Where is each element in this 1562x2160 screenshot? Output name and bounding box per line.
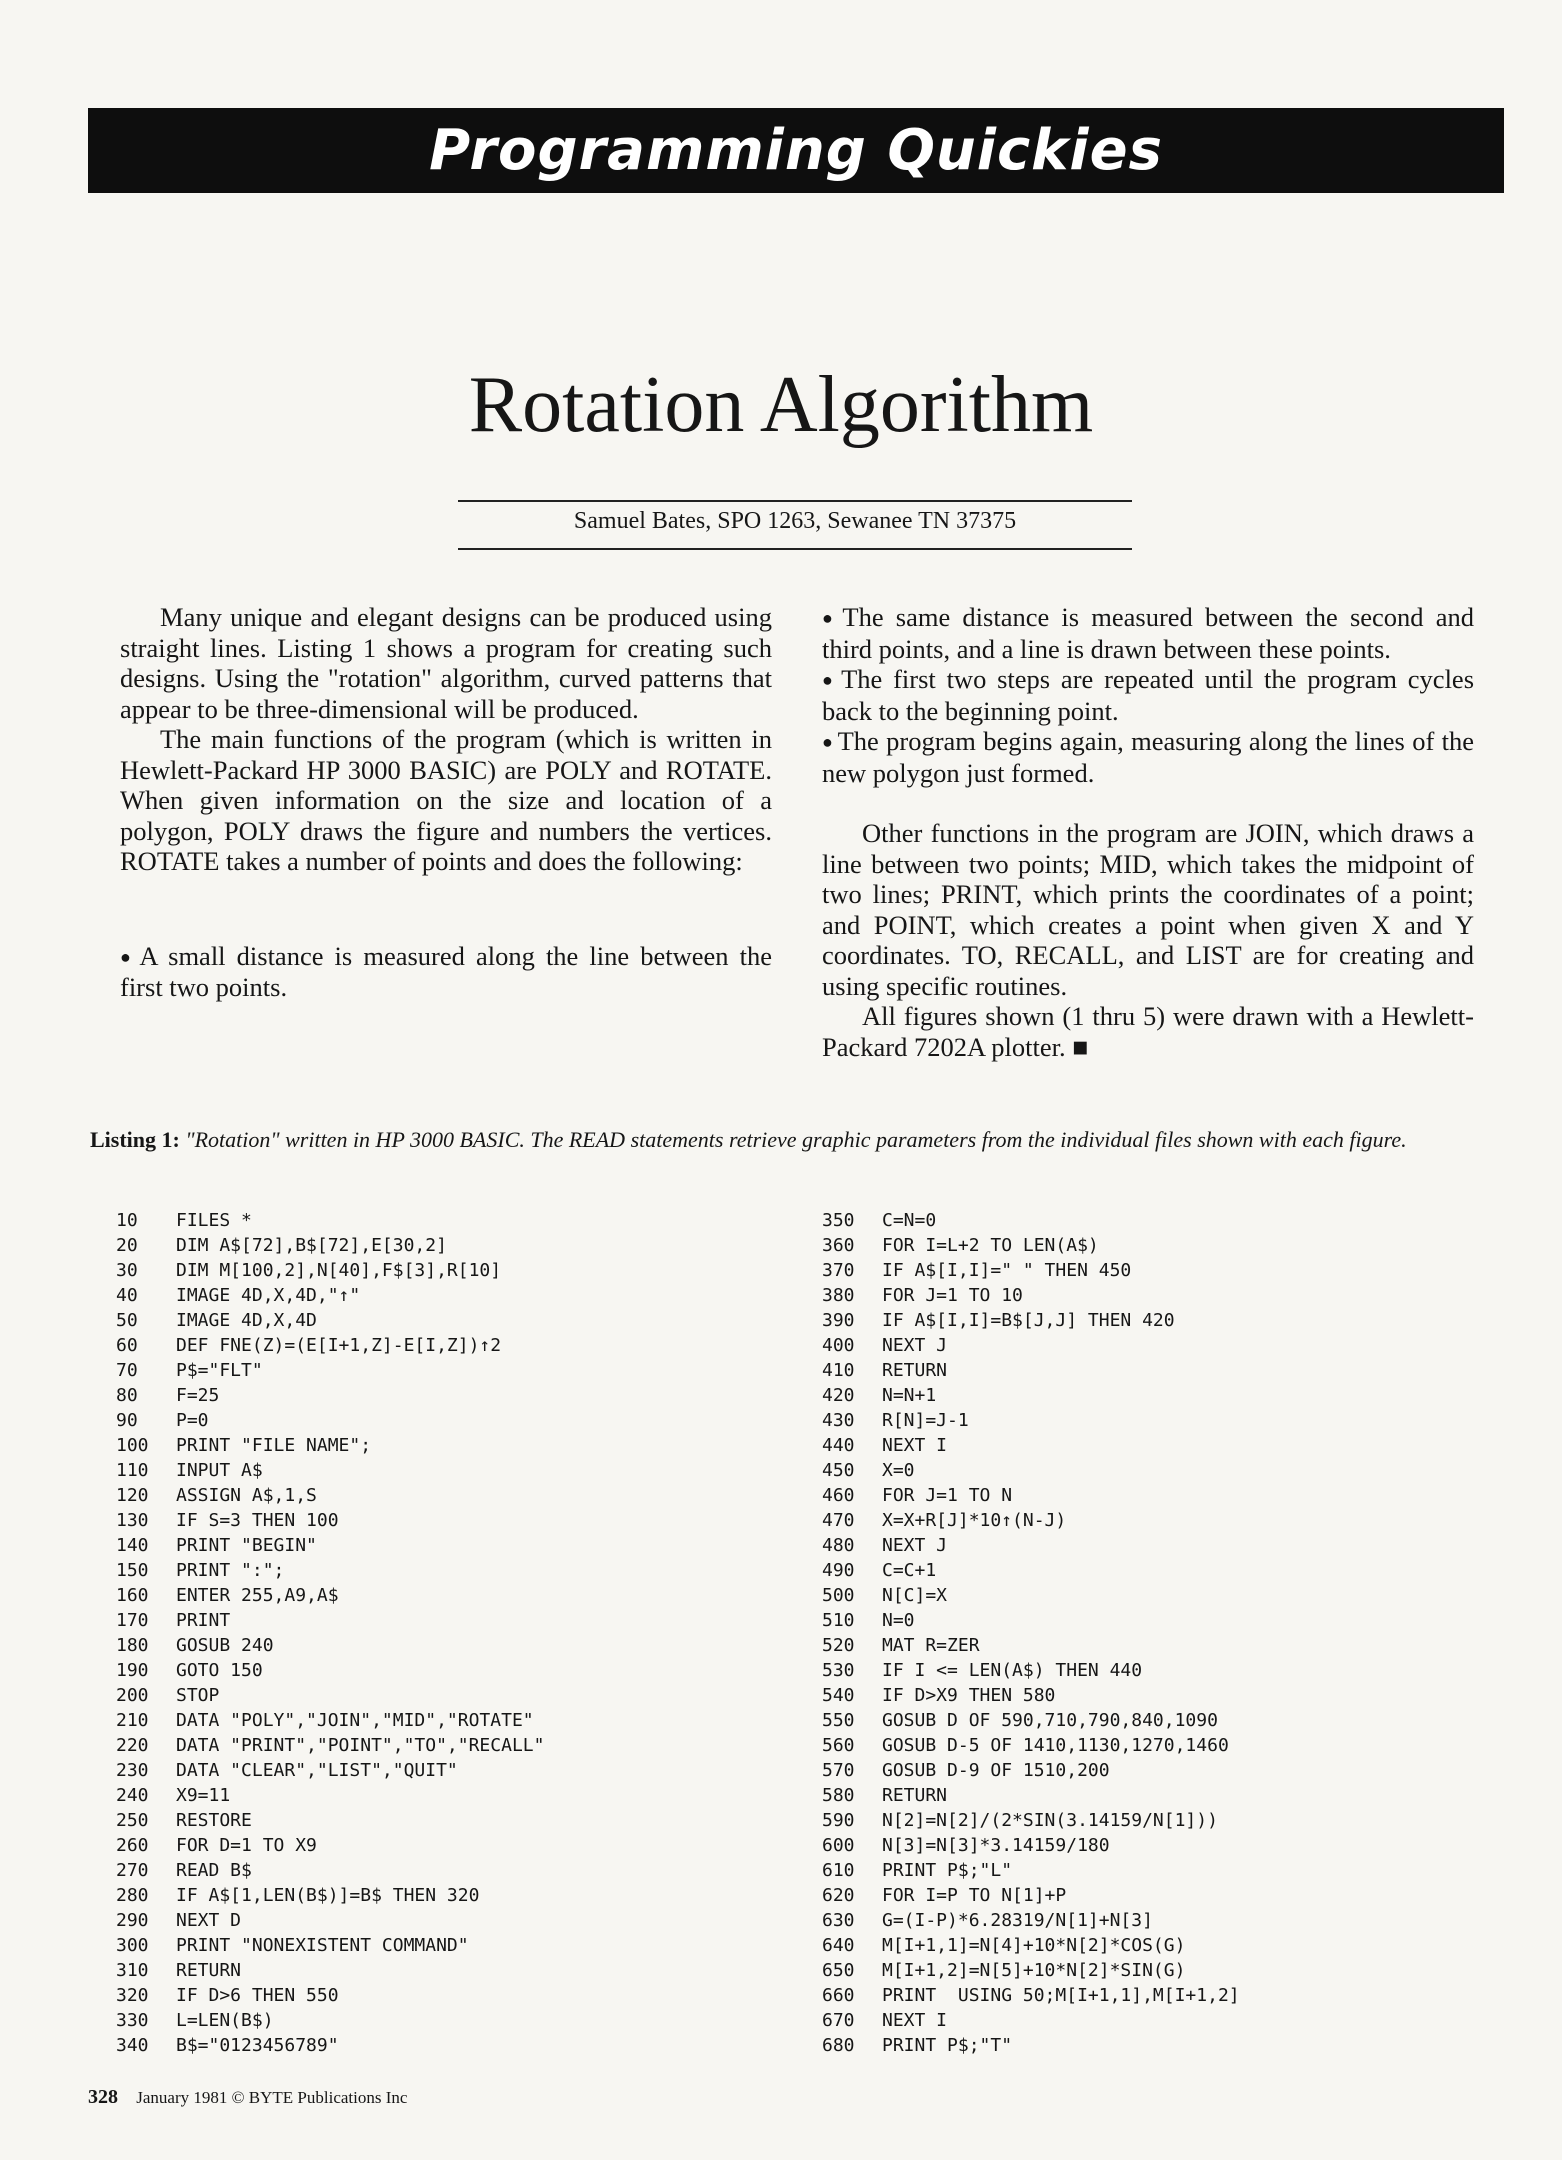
line-number: 340: [116, 2035, 149, 2056]
bullet-text: The first two steps are repeated until the program cycles back to the beginning point.: [822, 664, 1475, 726]
line-number: 570: [822, 1760, 855, 1781]
line-number: 550: [822, 1710, 855, 1731]
line-number: 30: [116, 1260, 138, 1281]
line-number: 320: [116, 1985, 149, 2006]
code-line: [116, 1983, 544, 2008]
code-line: [822, 1958, 1240, 1983]
paragraph-2: The main functions of the program (which is written in Hewlett-Packard HP 3000 BASIC) are POLY and ROTATE. When given information on the size and location of a polygon, POLY draws the figure and numbers the vertices. ROTATE takes a number of points and does the following:: [120, 724, 772, 876]
line-number: 620: [822, 1885, 855, 1906]
bullet-item-1: [120, 941, 772, 1003]
line-number: 500: [822, 1585, 855, 1606]
code-line: [822, 1708, 1240, 1733]
line-number: 450: [822, 1460, 855, 1481]
line-number: 230: [116, 1760, 149, 1781]
line-code: GOSUB D OF 590,710,790,840,1090: [882, 1710, 1218, 1731]
bullet-item-4: [822, 726, 1474, 788]
line-number: 170: [116, 1610, 149, 1631]
code-line: [116, 1608, 544, 1633]
line-code: IF A$[I,I]=B$[J,J] THEN 420: [882, 1310, 1175, 1331]
code-line: [822, 1833, 1240, 1858]
code-line: [116, 1683, 544, 1708]
line-number: 510: [822, 1610, 855, 1631]
line-number: 440: [822, 1435, 855, 1456]
code-line: [822, 1233, 1240, 1258]
line-code: PRINT USING 50;M[I+1,1],M[I+1,2]: [882, 1985, 1240, 2006]
line-number: 670: [822, 2010, 855, 2031]
code-line: [116, 1958, 544, 1983]
top-rule: [458, 500, 1132, 502]
line-number: 370: [822, 1260, 855, 1281]
line-number: 600: [822, 1835, 855, 1856]
code-line: [116, 1258, 544, 1283]
line-number: 390: [822, 1310, 855, 1331]
bullet-text: The same distance is measured between the second and third points, and a line is drawn between these points.: [822, 602, 1474, 664]
right-column: [822, 602, 1474, 1062]
line-number: 400: [822, 1335, 855, 1356]
code-line: [822, 1583, 1240, 1608]
line-number: 300: [116, 1935, 149, 1956]
code-line: [116, 1858, 544, 1883]
author-byline: Samuel Bates, SPO 1263, Sewanee TN 37375: [573, 508, 1017, 534]
code-line: [116, 1308, 544, 1333]
line-code: X9=11: [176, 1785, 231, 1806]
line-code: IF D>X9 THEN 580: [882, 1685, 1056, 1706]
code-line: [116, 1358, 544, 1383]
line-code: IF S=3 THEN 100: [176, 1510, 339, 1531]
line-code: RETURN: [882, 1360, 948, 1381]
code-line: [116, 1558, 544, 1583]
line-code: M[I+1,2]=N[5]+10*N[2]*SIN(G): [882, 1960, 1186, 1981]
line-code: PRINT "BEGIN": [176, 1535, 317, 1556]
page-footer: [88, 2086, 407, 2109]
line-code: FILES *: [176, 1210, 252, 1231]
line-code: DIM M[100,2],N[40],F$[3],R[10]: [176, 1260, 502, 1281]
line-number: 420: [822, 1385, 855, 1406]
code-line: [116, 2033, 544, 2058]
line-code: PRINT ":";: [176, 1560, 285, 1581]
line-number: 490: [822, 1560, 855, 1581]
line-number: 210: [116, 1710, 149, 1731]
line-number: 280: [116, 1885, 149, 1906]
code-line: [822, 1933, 1240, 1958]
code-line: [116, 1733, 544, 1758]
line-code: DATA "POLY","JOIN","MID","ROTATE": [176, 1710, 534, 1731]
line-code: DEF FNE(Z)=(E[I+1,Z]-E[I,Z])↑2: [176, 1335, 502, 1356]
line-code: FOR I=P TO N[1]+P: [882, 1885, 1067, 1906]
line-code: M[I+1,1]=N[4]+10*N[2]*COS(G): [882, 1935, 1186, 1956]
code-line: [116, 1908, 544, 1933]
line-code: B$="0123456789": [176, 2035, 339, 2056]
line-number: 260: [116, 1835, 149, 1856]
line-code: P$="FLT": [176, 1360, 263, 1381]
code-line: [116, 1708, 544, 1733]
line-number: 130: [116, 1510, 149, 1531]
code-line: [116, 1333, 544, 1358]
line-number: 520: [822, 1635, 855, 1656]
code-line: [822, 1258, 1240, 1283]
line-code: L=LEN(B$): [176, 2010, 274, 2031]
bottom-rule: [458, 548, 1132, 550]
line-code: C=C+1: [882, 1560, 937, 1581]
line-code: IF A$[1,LEN(B$)]=B$ THEN 320: [176, 1885, 480, 1906]
code-line: [822, 1383, 1240, 1408]
line-code: STOP: [176, 1685, 220, 1706]
left-column: [120, 602, 772, 1003]
code-line: [822, 1433, 1240, 1458]
line-code: C=N=0: [882, 1210, 937, 1231]
code-line: [116, 1833, 544, 1858]
page-number: 328: [88, 2086, 118, 2108]
code-listing-right: [822, 1208, 1240, 2058]
code-line: [822, 1558, 1240, 1583]
listing-caption: [90, 1126, 1500, 1154]
code-line: [116, 1933, 544, 1958]
line-code: PRINT "FILE NAME";: [176, 1435, 372, 1456]
line-number: 90: [116, 1410, 138, 1431]
line-number: 540: [822, 1685, 855, 1706]
line-code: GOSUB D-9 OF 1510,200: [882, 1760, 1110, 1781]
code-line: [116, 1483, 544, 1508]
code-line: [822, 1908, 1240, 1933]
code-line: [822, 1358, 1240, 1383]
line-code: NEXT I: [882, 1435, 948, 1456]
line-number: 680: [822, 2035, 855, 2056]
code-line: [822, 1408, 1240, 1433]
line-number: 630: [822, 1910, 855, 1931]
code-line: [822, 1983, 1240, 2008]
code-line: [822, 1608, 1240, 1633]
line-number: 410: [822, 1360, 855, 1381]
code-line: [822, 2033, 1240, 2058]
bullet-icon: [822, 726, 838, 756]
code-line: [116, 1808, 544, 1833]
line-number: 580: [822, 1785, 855, 1806]
line-number: 80: [116, 1385, 138, 1406]
code-line: [822, 1533, 1240, 1558]
line-code: N[C]=X: [882, 1585, 948, 1606]
bullet-icon: [822, 602, 842, 632]
line-code: X=0: [882, 1460, 915, 1481]
line-number: 160: [116, 1585, 149, 1606]
code-line: [822, 1658, 1240, 1683]
code-line: [822, 1883, 1240, 1908]
line-code: ASSIGN A$,1,S: [176, 1485, 317, 1506]
bullet-item-3: [822, 664, 1474, 726]
line-code: N[3]=N[3]*3.14159/180: [882, 1835, 1110, 1856]
line-code: N=N+1: [882, 1385, 937, 1406]
line-code: RETURN: [176, 1960, 242, 1981]
code-line: [822, 1283, 1240, 1308]
code-line: [822, 2008, 1240, 2033]
line-code: DATA "CLEAR","LIST","QUIT": [176, 1760, 458, 1781]
line-number: 350: [822, 1210, 855, 1231]
line-code: N=0: [882, 1610, 915, 1631]
line-code: PRINT P$;"T": [882, 2035, 1013, 2056]
code-line: [822, 1308, 1240, 1333]
line-code: NEXT I: [882, 2010, 948, 2031]
line-code: MAT R=ZER: [882, 1635, 980, 1656]
code-line: [822, 1808, 1240, 1833]
code-listing-left: [116, 1208, 544, 2058]
line-code: F=25: [176, 1385, 220, 1406]
line-code: IMAGE 4D,X,4D,"↑": [176, 1285, 361, 1306]
code-line: [822, 1733, 1240, 1758]
line-code: NEXT J: [882, 1335, 948, 1356]
bullet-text: The program begins again, measuring along the lines of the new polygon just formed.: [822, 726, 1474, 788]
bullet-icon: [822, 664, 841, 694]
line-code: GOSUB D-5 OF 1410,1130,1270,1460: [882, 1735, 1229, 1756]
end-mark-icon: ■: [1072, 1031, 1089, 1062]
line-code: IMAGE 4D,X,4D: [176, 1310, 317, 1331]
banner-title: Programming Quickies: [429, 118, 1163, 183]
line-code: GOTO 150: [176, 1660, 263, 1681]
line-number: 70: [116, 1360, 138, 1381]
line-code: R[N]=J-1: [882, 1410, 969, 1431]
line-code: IF D>6 THEN 550: [176, 1985, 339, 2006]
line-number: 150: [116, 1560, 149, 1581]
line-number: 60: [116, 1335, 138, 1356]
line-code: ENTER 255,A9,A$: [176, 1585, 339, 1606]
code-line: [822, 1333, 1240, 1358]
line-code: FOR J=1 TO 10: [882, 1285, 1023, 1306]
code-line: [116, 1208, 544, 1233]
line-code: DIM A$[72],B$[72],E[30,2]: [176, 1235, 447, 1256]
line-code: IF A$[I,I]=" " THEN 450: [882, 1260, 1132, 1281]
line-number: 360: [822, 1235, 855, 1256]
line-code: GOSUB 240: [176, 1635, 274, 1656]
line-number: 140: [116, 1535, 149, 1556]
line-number: 190: [116, 1660, 149, 1681]
line-code: FOR I=L+2 TO LEN(A$): [882, 1235, 1099, 1256]
line-code: PRINT "NONEXISTENT COMMAND": [176, 1935, 469, 1956]
code-line: [116, 1758, 544, 1783]
line-number: 20: [116, 1235, 138, 1256]
line-number: 290: [116, 1910, 149, 1931]
code-line: [116, 1433, 544, 1458]
code-line: [116, 1283, 544, 1308]
code-line: [116, 1508, 544, 1533]
line-number: 100: [116, 1435, 149, 1456]
line-number: 430: [822, 1410, 855, 1431]
line-number: 470: [822, 1510, 855, 1531]
line-number: 530: [822, 1660, 855, 1681]
article-title: Rotation Algorithm: [468, 361, 1094, 449]
paragraph-3: Other functions in the program are JOIN, which draws a line between two points; MID, which takes the midpoint of two lines; PRINT, which prints the coordinates of a point; and POINT, which creates a point when given X and Y coordinates. TO, RECALL, and LIST are for creating and using specific routines.: [822, 818, 1474, 1001]
line-number: 120: [116, 1485, 149, 1506]
code-line: [822, 1508, 1240, 1533]
caption-text: "Rotation" written in HP 3000 BASIC. The READ statements retrieve graphic parameters from the individual files shown with each figure.: [185, 1127, 1407, 1152]
line-code: READ B$: [176, 1860, 252, 1881]
line-code: PRINT: [176, 1610, 231, 1631]
line-number: 110: [116, 1460, 149, 1481]
line-number: 640: [822, 1935, 855, 1956]
footer-text: January 1981 © BYTE Publications Inc: [136, 2088, 408, 2107]
line-number: 180: [116, 1635, 149, 1656]
code-line: [116, 1383, 544, 1408]
code-line: [822, 1208, 1240, 1233]
line-number: 330: [116, 2010, 149, 2031]
line-number: 380: [822, 1285, 855, 1306]
caption-label: Listing 1:: [90, 1127, 180, 1152]
line-code: NEXT J: [882, 1535, 948, 1556]
line-number: 200: [116, 1685, 149, 1706]
line-code: X=X+R[J]*10↑(N-J): [882, 1510, 1067, 1531]
line-code: DATA "PRINT","POINT","TO","RECALL": [176, 1735, 545, 1756]
line-number: 590: [822, 1810, 855, 1831]
code-line: [116, 1583, 544, 1608]
bullet-text: A small distance is measured along the line between the first two points.: [120, 940, 773, 1002]
line-code: RESTORE: [176, 1810, 252, 1831]
code-line: [116, 1633, 544, 1658]
line-code: P=0: [176, 1410, 209, 1431]
line-code: RETURN: [882, 1785, 948, 1806]
line-number: 610: [822, 1860, 855, 1881]
line-number: 50: [116, 1310, 138, 1331]
line-code: FOR D=1 TO X9: [176, 1835, 317, 1856]
bullet-item-2: [822, 602, 1474, 664]
bullet-icon: [120, 941, 139, 971]
code-line: [116, 2008, 544, 2033]
paragraph-1: Many unique and elegant designs can be produced using straight lines. Listing 1 shows a program for creating such designs. Using the "rotation" algorithm, curved patterns that appear to be three-dimensional will be produced.: [120, 602, 772, 724]
line-number: 40: [116, 1285, 138, 1306]
code-line: [822, 1783, 1240, 1808]
paragraph-4-text: All figures shown (1 thru 5) were drawn with a Hewlett-Packard 7202A plotter.: [822, 1001, 1474, 1062]
line-number: 240: [116, 1785, 149, 1806]
paragraph-4: [822, 1001, 1474, 1062]
line-code: FOR J=1 TO N: [882, 1485, 1013, 1506]
code-line: [116, 1783, 544, 1808]
code-line: [116, 1658, 544, 1683]
section-banner: [88, 108, 1504, 193]
line-number: 660: [822, 1985, 855, 2006]
line-number: 480: [822, 1535, 855, 1556]
line-number: 650: [822, 1960, 855, 1981]
line-code: N[2]=N[2]/(2*SIN(3.14159/N[1])): [882, 1810, 1218, 1831]
line-code: NEXT D: [176, 1910, 242, 1931]
line-number: 10: [116, 1210, 138, 1231]
code-line: [822, 1458, 1240, 1483]
line-code: PRINT P$;"L": [882, 1860, 1013, 1881]
code-line: [116, 1408, 544, 1433]
line-code: G=(I-P)*6.28319/N[1]+N[3]: [882, 1910, 1153, 1931]
line-number: 220: [116, 1735, 149, 1756]
line-number: 250: [116, 1810, 149, 1831]
code-line: [822, 1758, 1240, 1783]
line-code: INPUT A$: [176, 1460, 263, 1481]
code-line: [116, 1458, 544, 1483]
line-number: 560: [822, 1735, 855, 1756]
code-line: [116, 1533, 544, 1558]
line-number: 310: [116, 1960, 149, 1981]
code-line: [822, 1683, 1240, 1708]
code-line: [116, 1233, 544, 1258]
line-number: 460: [822, 1485, 855, 1506]
line-code: IF I <= LEN(A$) THEN 440: [882, 1660, 1143, 1681]
line-number: 270: [116, 1860, 149, 1881]
code-line: [822, 1633, 1240, 1658]
code-line: [822, 1858, 1240, 1883]
code-line: [116, 1883, 544, 1908]
code-line: [822, 1483, 1240, 1508]
